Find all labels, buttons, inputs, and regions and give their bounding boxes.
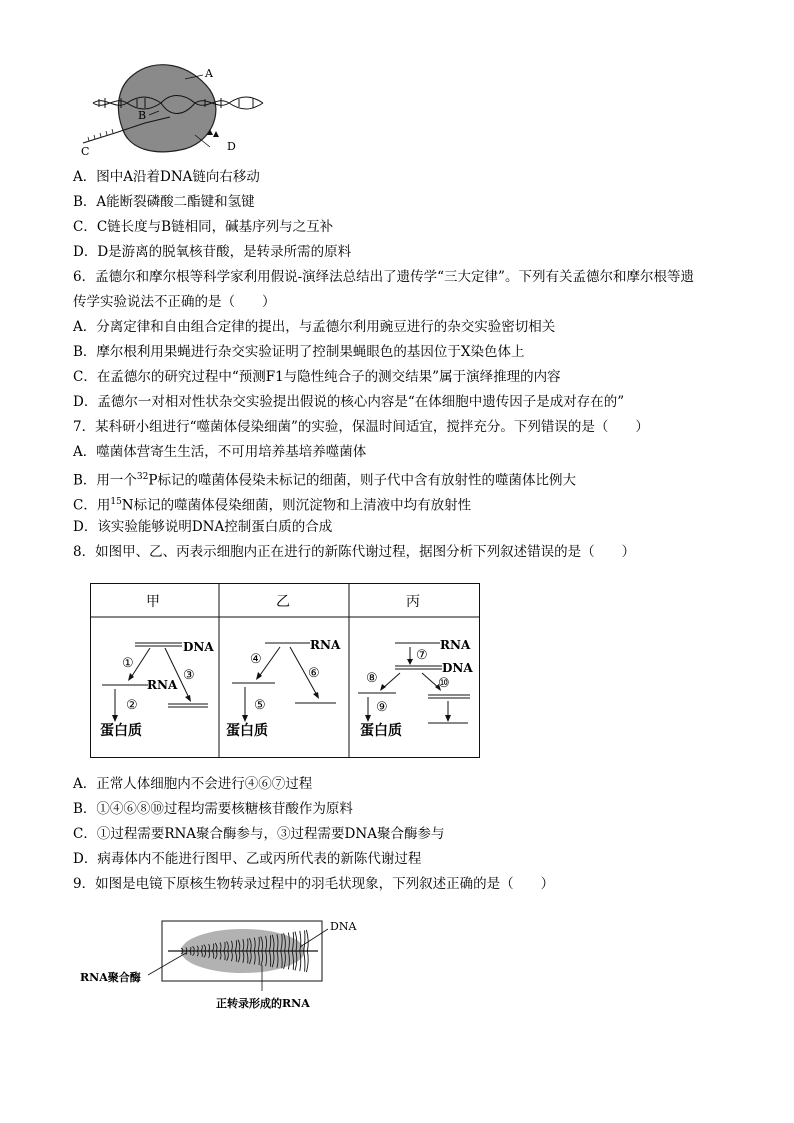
- q7-option-c-sup: 15: [110, 497, 122, 507]
- q6-option-d: D．孟德尔一对相对性状杂交实验提出假说的核心内容是“在体细胞中遗传因子是成对存在的”: [73, 394, 625, 410]
- enzyme-shape: [118, 65, 215, 152]
- q9-dna-label: DNA: [330, 920, 357, 933]
- p2-n4: ④: [250, 652, 262, 667]
- q7-option-d: D．该实验能够说明DNA控制蛋白质的合成: [73, 519, 333, 535]
- p1-rna: RNA: [147, 678, 178, 692]
- p2-n6: ⑥: [308, 666, 320, 681]
- q7-stem: 7．某科研小组进行“噬菌体侵染细菌”的实验，保温时间适宜，搅拌充分。下列错误的是（ ）: [73, 419, 649, 435]
- q9-electron-micrograph: [78, 915, 378, 1015]
- p3-n8: ⑧: [366, 671, 378, 686]
- q7-option-b-pre: B．用一个: [73, 472, 137, 489]
- p2-rna: RNA: [310, 638, 341, 652]
- q8-option-c: C．①过程需要RNA聚合酶参与，③过程需要DNA聚合酶参与: [73, 826, 445, 842]
- p1-dna: DNA: [183, 640, 214, 654]
- q9-rna-label: 正转录形成的RNA: [216, 997, 310, 1010]
- label-a: A: [205, 67, 213, 80]
- p1-n3: ③: [183, 668, 195, 683]
- q7-option-b-post: P标记的噬菌体侵染未标记的细菌，则子代中含有放射性的噬菌体比例大: [148, 472, 576, 489]
- p3-n7: ⑦: [416, 648, 428, 663]
- q6-option-a: A．分离定律和自由组合定律的提出，与孟德尔利用豌豆进行的杂交实验密切相关: [73, 319, 556, 335]
- header-bing: 丙: [406, 594, 420, 610]
- label-d: D: [227, 140, 236, 153]
- p3-protein: 蛋白质: [360, 723, 402, 739]
- q8-option-b: B．①④⑥⑧⑩过程均需要核糖核苷酸作为原料: [73, 801, 353, 817]
- q6-option-b: B．摩尔根利用果蝇进行杂交实验证明了控制果蝇眼色的基因位于X染色体上: [73, 344, 525, 360]
- q5-option-d: D．D是游离的脱氧核苷酸，是转录所需的原料: [73, 244, 352, 260]
- q8-option-a: A．正常人体细胞内不会进行④⑥⑦过程: [73, 776, 313, 792]
- header-jia: 甲: [146, 594, 160, 610]
- q7-option-a: A．噬菌体营寄生生活，不可用培养基培养噬菌体: [73, 444, 367, 460]
- p1-protein: 蛋白质: [100, 723, 142, 739]
- q8-table-figure: [90, 583, 480, 758]
- q8-stem: 8．如图甲、乙、丙表示细胞内正在进行的新陈代谢过程，据图分析下列叙述错误的是（ ）: [73, 544, 636, 560]
- q9-polymerase-label: RNA聚合酶: [80, 971, 141, 984]
- q5-option-c: C．C链长度与B链相同，碱基序列与之互补: [73, 219, 334, 235]
- label-c: C: [81, 145, 90, 158]
- p3-dna: DNA: [442, 661, 473, 675]
- q6-stem-line1: 6．孟德尔和摩尔根等科学家利用假说-演绎法总结出了遗传学“三大定律”。下列有关孟德尔和摩尔根等遗: [73, 269, 694, 285]
- p2-protein: 蛋白质: [226, 723, 268, 739]
- q6-stem-line2: 传学实验说法不正确的是（ ）: [73, 294, 276, 310]
- label-b: B: [138, 109, 147, 122]
- q5-option-a: A．图中A沿着DNA链向右移动: [73, 169, 260, 185]
- p3-n9: ⑨: [376, 700, 388, 715]
- q6-option-c: C．在孟德尔的研究过程中“预测F1与隐性纯合子的测交结果”属于演绎推理的内容: [73, 369, 561, 385]
- transcription-figure: [75, 55, 265, 160]
- q7-option-c-post: N标记的噬菌体侵染细菌，则沉淀物和上清液中均有放射性: [121, 497, 472, 514]
- header-yi: 乙: [276, 594, 290, 610]
- p1-n1: ①: [122, 656, 134, 671]
- p1-n2: ②: [126, 698, 138, 713]
- q7-option-c-pre: C．用: [73, 497, 111, 514]
- q7-option-b: [73, 468, 576, 490]
- q5-option-b: B．A能断裂磷酸二酯键和氢键: [73, 194, 255, 210]
- p2-n5: ⑤: [254, 698, 266, 713]
- p3-rna: RNA: [440, 638, 471, 652]
- q9-stem: 9．如图是电镜下原核生物转录过程中的羽毛状现象，下列叙述正确的是（ ）: [73, 876, 555, 892]
- q8-option-d: D．病毒体内不能进行图甲、乙或丙所代表的新陈代谢过程: [73, 851, 422, 867]
- p3-n10: ⑩: [438, 676, 450, 691]
- q7-option-c: [73, 493, 471, 515]
- q7-option-b-sup: 32: [136, 472, 149, 482]
